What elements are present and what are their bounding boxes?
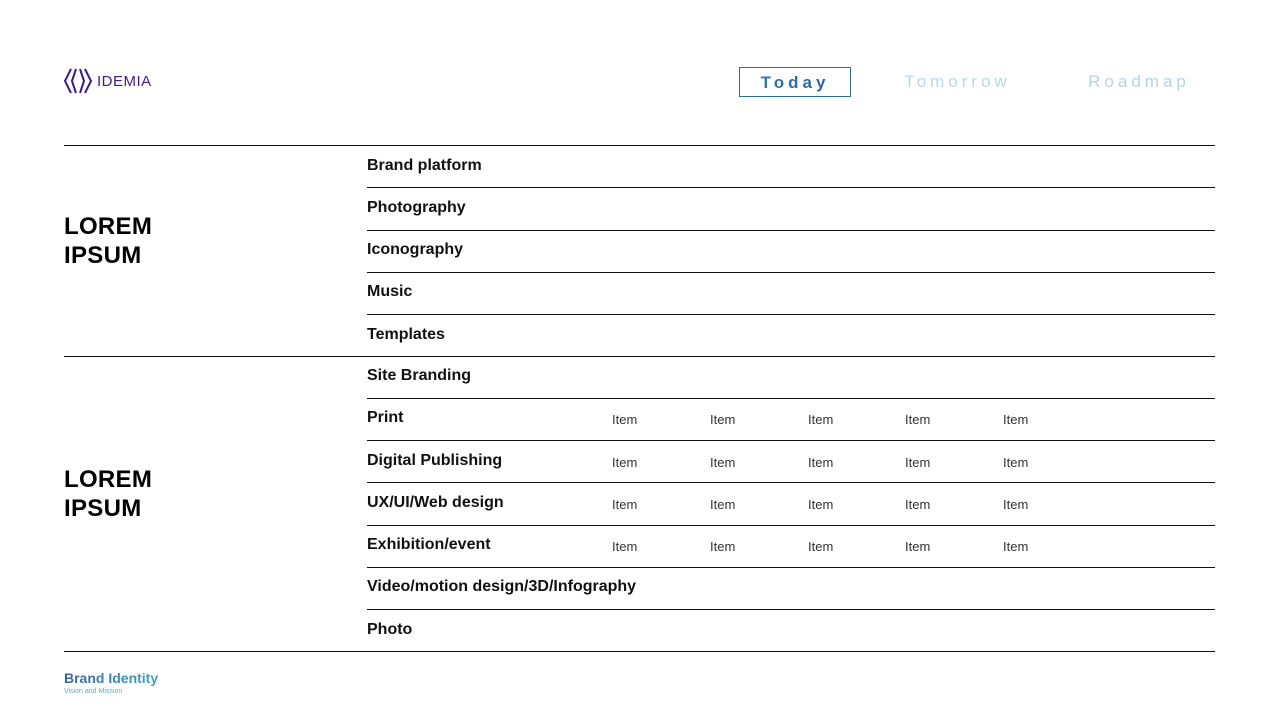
row-label-exhibition-event: Exhibition/event	[367, 536, 491, 553]
group-title-line: IPSUM	[64, 495, 142, 522]
divider-row	[367, 440, 1215, 441]
item-cell: Item	[808, 539, 834, 554]
footer-subtitle: Vision and Mission	[64, 688, 123, 695]
divider-row	[367, 272, 1215, 273]
divider-row	[367, 525, 1215, 526]
item-cell: Item	[710, 455, 736, 470]
item-cell: Item	[612, 497, 638, 512]
divider-row	[367, 609, 1215, 610]
tab-roadmap[interactable]: Roadmap	[1088, 72, 1190, 91]
tab-tomorrow[interactable]: Tomorrow	[904, 72, 1011, 91]
brand-name: IDEMIA	[97, 72, 152, 90]
row-label-photography: Photography	[367, 199, 466, 216]
item-cell: Item	[1003, 455, 1029, 470]
row-label-video-motion-design: Video/motion design/3D/Infography	[367, 578, 637, 595]
row-label-ux-ui-web-design: UX/UI/Web design	[367, 494, 504, 511]
group-title-1	[64, 212, 152, 270]
row-label-digital-publishing: Digital Publishing	[367, 452, 503, 469]
item-cell: Item	[1003, 497, 1029, 512]
group-title-line: LOREM	[64, 466, 153, 493]
item-cell: Item	[808, 497, 834, 512]
divider-row	[367, 482, 1215, 483]
item-cell: Item	[1003, 412, 1029, 427]
item-cell: Item	[710, 497, 736, 512]
item-cell: Item	[710, 539, 736, 554]
item-cell: Item	[905, 539, 931, 554]
row-label-templates: Templates	[367, 326, 445, 343]
divider-top	[64, 145, 1215, 146]
row-label-print: Print	[367, 409, 404, 426]
row-label-music: Music	[367, 283, 413, 300]
row-label-site-branding: Site Branding	[367, 367, 472, 384]
row-label-brand-platform: Brand platform	[367, 157, 482, 174]
divider-row	[367, 187, 1215, 188]
divider-row	[367, 567, 1215, 568]
footer-title: Brand Identity	[64, 670, 159, 686]
item-cell: Item	[612, 455, 638, 470]
divider-group	[64, 356, 1215, 357]
footer	[64, 670, 158, 696]
item-cell: Item	[710, 412, 736, 427]
divider-row	[367, 398, 1215, 399]
tab-bar	[0, 67, 1280, 97]
group-title-2	[64, 465, 152, 523]
item-cell: Item	[905, 455, 931, 470]
group-title-line: IPSUM	[64, 242, 142, 269]
group-title-line: LOREM	[64, 213, 153, 240]
item-cell: Item	[1003, 539, 1029, 554]
item-cell: Item	[905, 497, 931, 512]
divider-bottom	[64, 651, 1215, 652]
row-label-iconography: Iconography	[367, 241, 464, 258]
divider-row	[367, 314, 1215, 315]
item-cell: Item	[905, 412, 931, 427]
item-cell: Item	[612, 539, 638, 554]
item-cell: Item	[808, 455, 834, 470]
divider-row	[367, 230, 1215, 231]
tab-today[interactable]: Today	[739, 67, 851, 97]
item-cell: Item	[612, 412, 638, 427]
item-cell: Item	[808, 412, 834, 427]
row-label-photo: Photo	[367, 621, 413, 638]
